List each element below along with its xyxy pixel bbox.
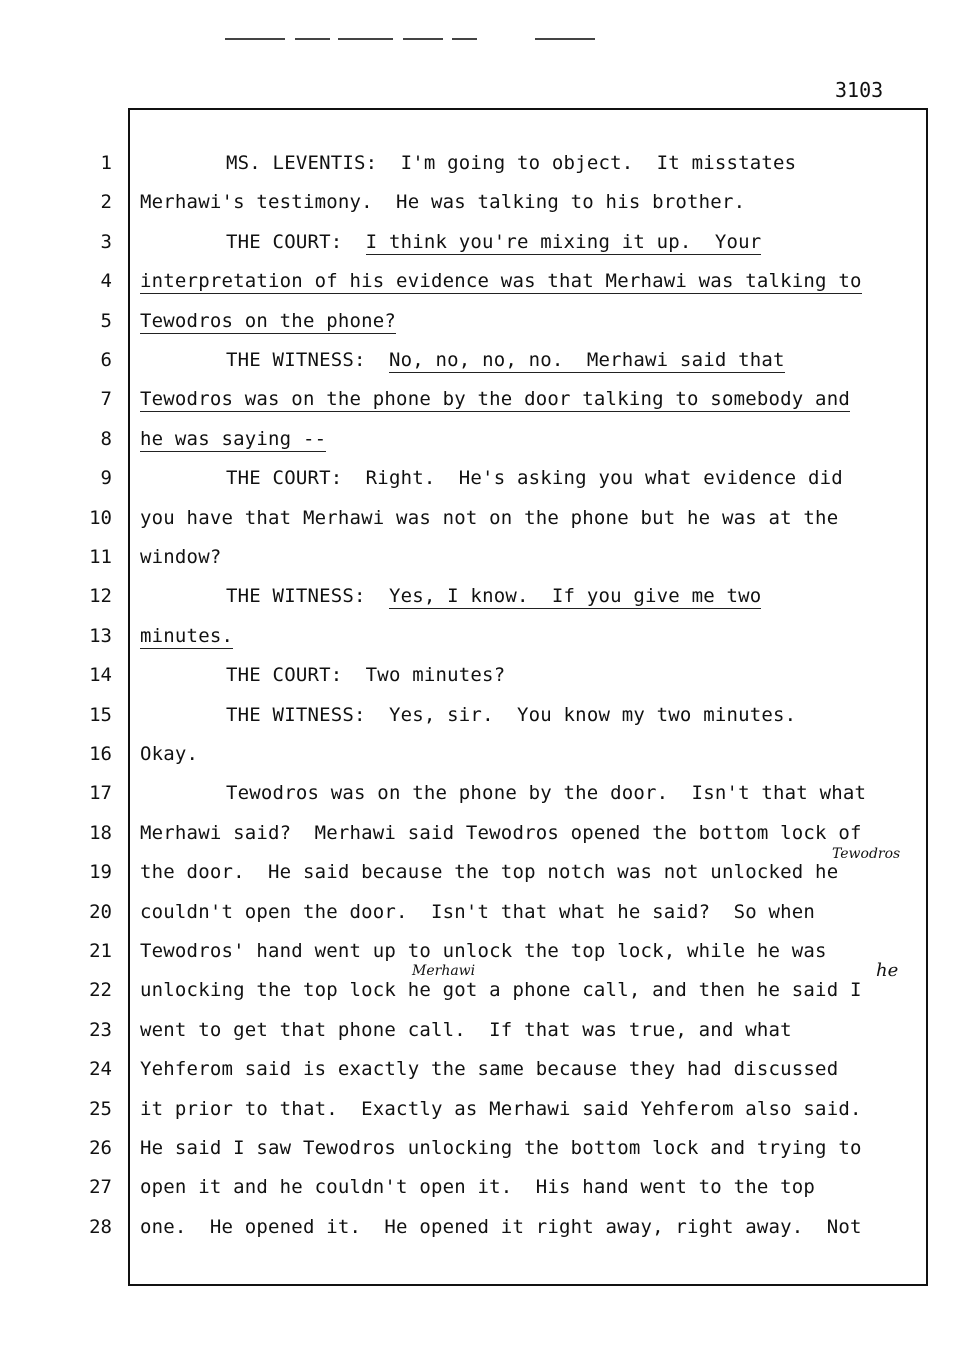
line-body: one. He opened it. He opened it right away, right away. Not xyxy=(140,1216,862,1238)
scan-dash xyxy=(225,38,285,40)
line-number: 1 xyxy=(100,152,112,174)
transcript-line xyxy=(226,782,866,804)
handwritten-note-he: he xyxy=(876,960,899,981)
transcript-line xyxy=(140,428,326,450)
line-body: Yes, sir. You know my two minutes. xyxy=(388,704,797,726)
line-number: 18 xyxy=(89,822,112,844)
transcript-line xyxy=(226,585,761,607)
line-body: I think you're mixing it up. Your xyxy=(365,231,762,253)
transcript-line xyxy=(226,664,505,686)
transcript-line xyxy=(140,625,233,647)
transcript-line xyxy=(140,270,862,292)
line-body: Merhawi said? Merhawi said Tewodros opened the bottom lock of xyxy=(140,822,862,844)
line-body: Yes, I know. If you give me two xyxy=(388,585,762,607)
line-number: 3 xyxy=(100,231,112,253)
line-body: He said I saw Tewodros unlocking the bottom lock and trying to xyxy=(140,1137,862,1159)
transcript-line xyxy=(140,743,198,765)
line-body: No, no, no, no. Merhawi said that xyxy=(388,349,785,371)
line-body: Tewodros on the phone? xyxy=(140,310,397,332)
line-number: 13 xyxy=(89,625,112,647)
line-number: 17 xyxy=(89,782,112,804)
scan-dash xyxy=(535,38,595,40)
scan-dash xyxy=(338,38,393,40)
transcript-line xyxy=(140,546,221,568)
speaker-label: THE COURT: xyxy=(226,231,343,253)
speaker-label: THE WITNESS: xyxy=(226,585,366,607)
line-number: 12 xyxy=(89,585,112,607)
transcript-line xyxy=(226,231,761,253)
line-body: he was saying -- xyxy=(140,428,327,450)
line-body: I'm going to object. It misstates xyxy=(400,152,797,174)
line-body: Right. He's asking you what evidence did xyxy=(365,467,843,489)
line-number: 28 xyxy=(89,1216,112,1238)
line-number: 16 xyxy=(89,743,112,765)
line-number: 22 xyxy=(89,979,112,1001)
line-number: 19 xyxy=(89,861,112,883)
line-number: 20 xyxy=(89,901,112,923)
line-number: 5 xyxy=(100,310,112,332)
transcript-line xyxy=(140,979,862,1001)
line-body: Tewodros was on the phone by the door talking to somebody and xyxy=(140,388,850,410)
line-body: went to get that phone call. If that was true, and what xyxy=(140,1019,792,1041)
transcript-line xyxy=(226,152,796,174)
line-number: 11 xyxy=(89,546,112,568)
line-number: 25 xyxy=(89,1098,112,1120)
transcript-line xyxy=(140,1058,838,1080)
speaker-label: THE WITNESS: xyxy=(226,349,366,371)
page-number: 3103 xyxy=(835,78,884,102)
line-body: window? xyxy=(140,546,222,568)
scan-dash xyxy=(403,38,443,40)
line-number: 23 xyxy=(89,1019,112,1041)
line-number: 4 xyxy=(100,270,112,292)
line-body: minutes. xyxy=(140,625,234,647)
line-body: it prior to that. Exactly as Merhawi said Yehferom also said. xyxy=(140,1098,862,1120)
line-number: 21 xyxy=(89,940,112,962)
transcript-line xyxy=(140,940,827,962)
transcript-line xyxy=(140,1216,862,1238)
line-number: 6 xyxy=(100,349,112,371)
speaker-label: THE COURT: xyxy=(226,467,343,489)
handwritten-note-tewodros: Tewodros xyxy=(832,846,901,862)
transcript-line xyxy=(226,349,785,371)
line-body: you have that Merhawi was not on the phone but he was at the xyxy=(140,507,839,529)
handwritten-note-merhawi: Merhawi xyxy=(412,963,476,979)
transcript-line xyxy=(140,861,838,883)
line-number: 26 xyxy=(89,1137,112,1159)
line-body: Tewodros' hand went up to unlock the top lock, while he was xyxy=(140,940,827,962)
line-body: open it and he couldn't open it. His hand went to the top xyxy=(140,1176,816,1198)
speaker-label: THE COURT: xyxy=(226,664,343,686)
line-body: Merhawi's testimony. He was talking to his brother. xyxy=(140,191,746,213)
transcript-line xyxy=(140,1176,815,1198)
transcript-line xyxy=(140,310,396,332)
transcript-line xyxy=(140,191,745,213)
line-body: Okay. xyxy=(140,743,199,765)
transcript-line xyxy=(226,704,796,726)
speaker-label: THE WITNESS: xyxy=(226,704,366,726)
transcript-line xyxy=(140,1137,862,1159)
transcript-line xyxy=(140,1098,862,1120)
line-number: 14 xyxy=(89,664,112,686)
transcript-line xyxy=(140,822,862,844)
line-body: Tewodros was on the phone by the door. Isn't that what xyxy=(226,782,867,804)
transcript-line xyxy=(226,467,843,489)
transcript-line xyxy=(140,1019,792,1041)
line-body: Two minutes? xyxy=(365,664,506,686)
speaker-label: MS. LEVENTIS: xyxy=(226,152,378,174)
line-number: 7 xyxy=(100,388,112,410)
line-number: 9 xyxy=(100,467,112,489)
line-number: 8 xyxy=(100,428,112,450)
transcript-line xyxy=(140,901,815,923)
line-body: the door. He said because the top notch was not unlocked he xyxy=(140,861,839,883)
transcript-line xyxy=(140,507,838,529)
line-number: 10 xyxy=(89,507,112,529)
line-body: interpretation of his evidence was that Merhawi was talking to xyxy=(140,270,862,292)
line-body: couldn't open the door. Isn't that what he said? So when xyxy=(140,901,816,923)
line-number: 27 xyxy=(89,1176,112,1198)
line-number: 15 xyxy=(89,704,112,726)
transcript-line xyxy=(140,388,850,410)
line-number: 2 xyxy=(100,191,112,213)
line-number: 24 xyxy=(89,1058,112,1080)
line-body: Yehferom said is exactly the same because they had discussed xyxy=(140,1058,839,1080)
line-body: unlocking the top lock he got a phone call, and then he said I xyxy=(140,979,862,1001)
scan-dash xyxy=(452,38,477,40)
scan-dash xyxy=(295,38,330,40)
